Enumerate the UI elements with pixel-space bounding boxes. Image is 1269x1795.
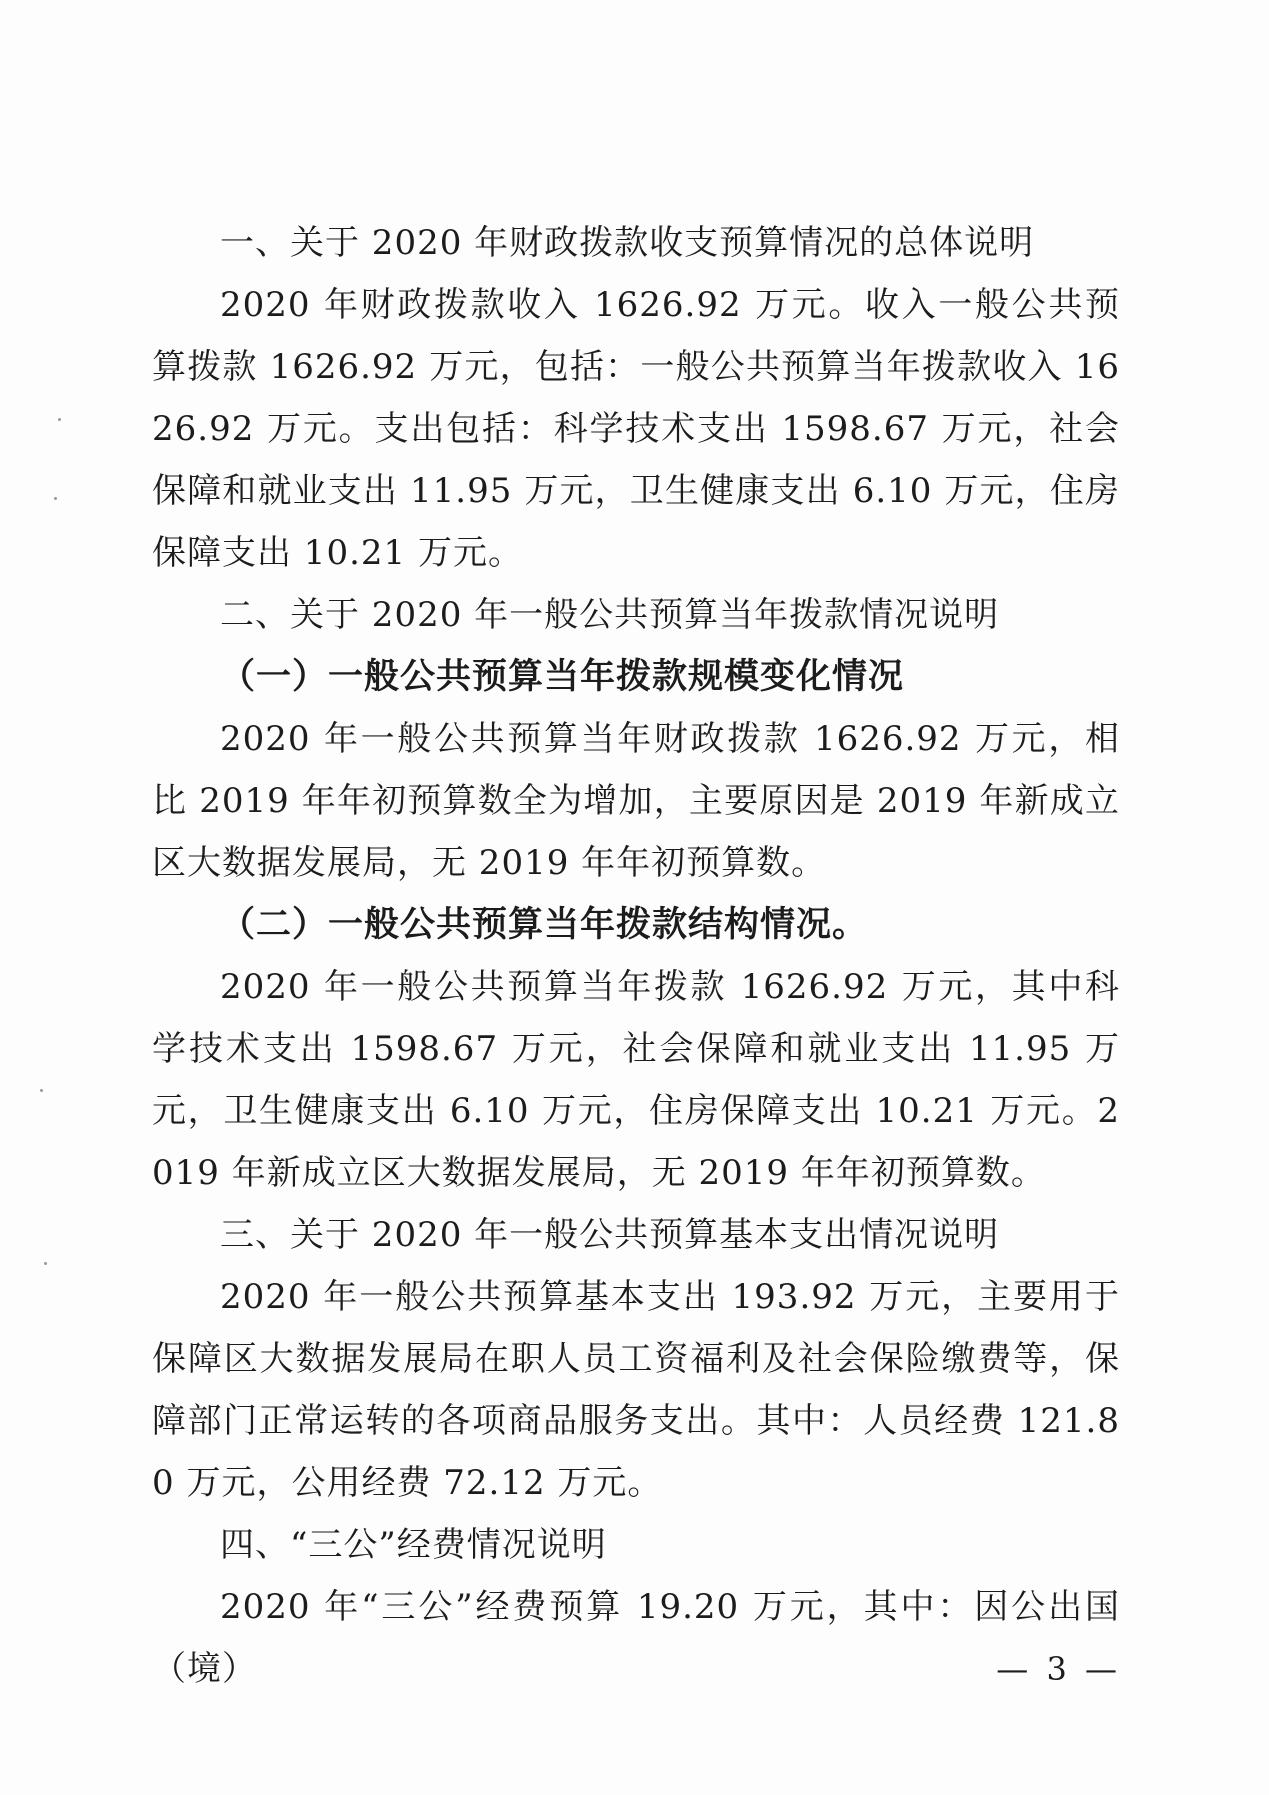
scan-speck <box>58 418 61 421</box>
page-number: — 3 — <box>996 1650 1121 1688</box>
paragraph-1: 2020 年财政拨款收入 1626.92 万元。收入一般公共预算拨款 1626.92 万元，包括：一般公共预算当年拨款收入 1626.92 万元。支出包括：科学技术支出 1598.67 万元，社会保障和就业支出 11.95 万元，卫生健康支出 6.10 万元，住房保障支出 10.21 万元。 <box>152 285 1120 573</box>
paragraph-2: 2020 年一般公共预算当年财政拨款 1626.92 万元，相比 2019 年年初预算数全为增加，主要原因是 2019 年新成立区大数据发展局，无 2019 年年初预算数。 <box>152 719 1120 883</box>
subsection-heading-2-1: （一）一般公共预算当年拨款规模变化情况 <box>220 656 905 697</box>
section-heading-1: 一、关于 2020 年财政拨款收支预算情况的总体说明 <box>220 223 1035 263</box>
section-heading-2: 二、关于 2020 年一般公共预算当年拨款情况说明 <box>220 595 1000 635</box>
scan-speck <box>40 1089 43 1092</box>
paragraph-5: 2020 年“三公”经费预算 19.20 万元，其中：因公出国（境） <box>152 1587 1120 1689</box>
paragraph-3: 2020 年一般公共预算当年拨款 1626.92 万元，其中科学技术支出 1598.67 万元，社会保障和就业支出 11.95 万元，卫生健康支出 6.10 万元，住房保障支出 10.21 万元。2019 年新成立区大数据发展局，无 2019 年年初预算数。 <box>152 967 1120 1193</box>
subsection-heading-2-2: （二）一般公共预算当年拨款结构情况。 <box>220 904 869 945</box>
section-heading-4: 四、“三公”经费情况说明 <box>220 1525 607 1565</box>
document-body <box>152 212 1120 1700</box>
scan-speck <box>54 497 57 500</box>
paragraph-4: 2020 年一般公共预算基本支出 193.92 万元，主要用于保障区大数据发展局在职人员工资福利及社会保险缴费等，保障部门正常运转的各项商品服务支出。其中：人员经费 121.80 万元，公用经费 72.12 万元。 <box>152 1277 1120 1503</box>
section-heading-3: 三、关于 2020 年一般公共预算基本支出情况说明 <box>220 1215 1000 1255</box>
scan-speck <box>44 1262 47 1265</box>
